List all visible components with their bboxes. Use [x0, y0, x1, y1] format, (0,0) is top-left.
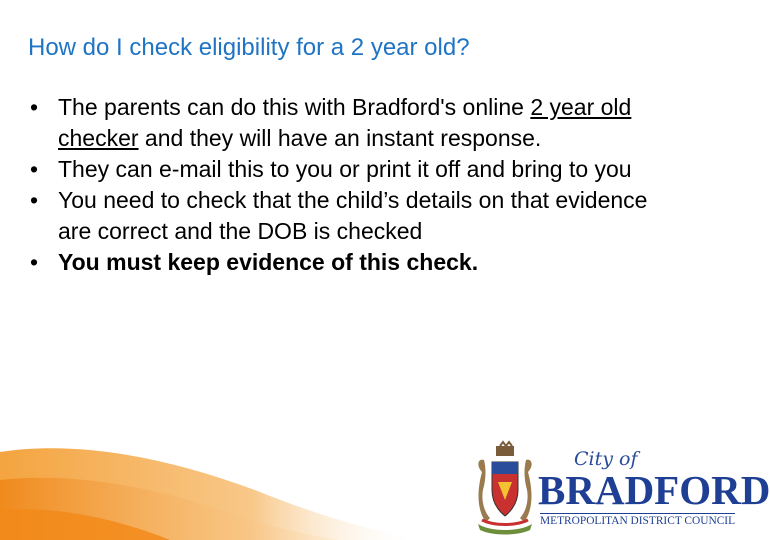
coat-of-arms-icon — [470, 442, 540, 538]
bullet-item — [30, 185, 670, 247]
year-old-checker-link[interactable]: 2 year old checker — [58, 94, 632, 151]
bullet-list — [30, 92, 670, 278]
logo-city-of: City of — [574, 448, 638, 470]
bullet-item — [30, 92, 670, 154]
bullet-text-bold: You must keep evidence of this check. — [58, 249, 479, 275]
bullet-dot: • — [30, 94, 39, 120]
bullet-text: and they will have an instant response. — [138, 125, 542, 151]
bullet-dot: • — [30, 187, 39, 213]
logo-council: METROPOLITAN DISTRICT COUNCIL — [540, 515, 736, 527]
bullet-item — [30, 154, 670, 185]
bradford-council-logo — [470, 442, 770, 538]
bullet-dot: • — [30, 156, 39, 182]
bullet-dot: • — [30, 249, 39, 275]
bullet-text: They can e-mail this to you or print it off and bring to you — [58, 156, 632, 182]
logo-bradford: BRADFORD — [538, 467, 770, 513]
bullet-text: You need to check that the child’s details on that evidence are correct and the DOB is checked — [58, 187, 648, 244]
slide-title: How do I check eligibility for a 2 year old? — [28, 34, 470, 61]
bullet-text: The parents can do this with Bradford's online — [58, 94, 531, 120]
bullet-item — [30, 247, 670, 278]
